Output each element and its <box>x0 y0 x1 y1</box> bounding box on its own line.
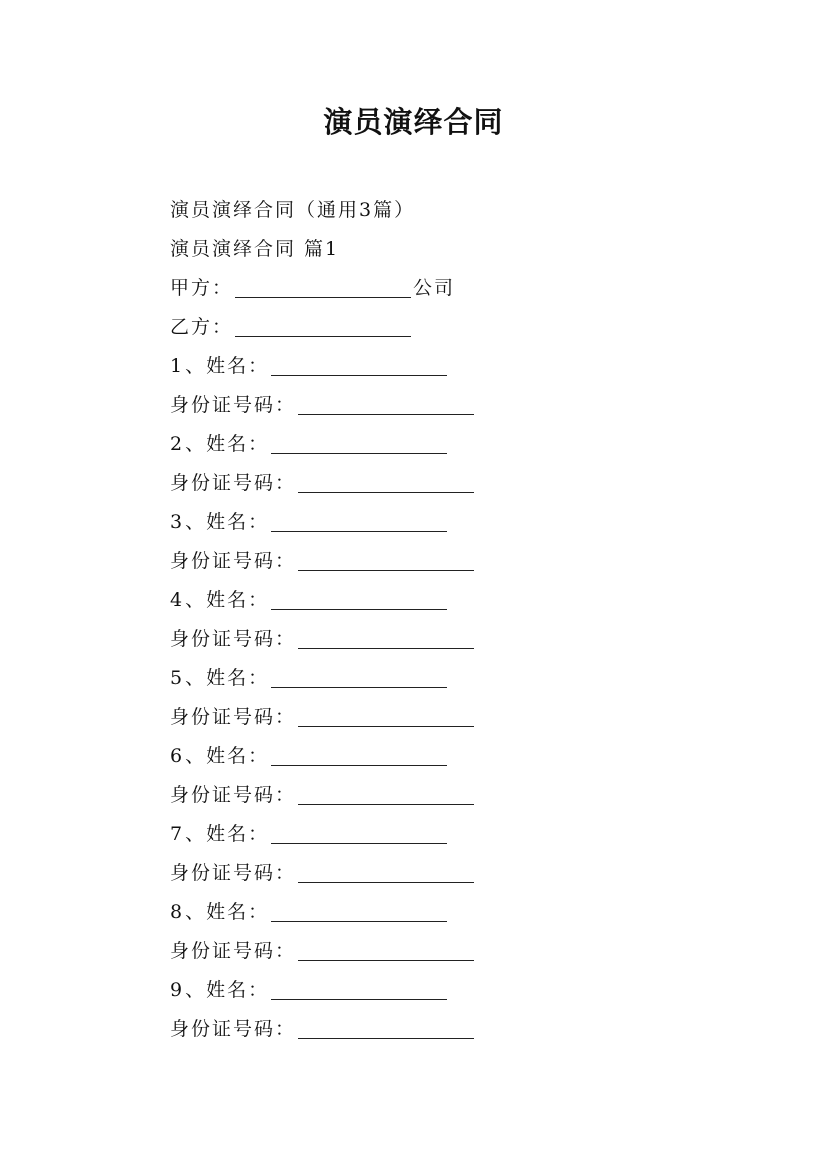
section-heading: 演员演绎合同 篇1 <box>170 238 340 260</box>
member-id-line <box>170 464 770 503</box>
member-id-blank[interactable] <box>298 628 474 649</box>
member-id-label: 身份证号码： <box>170 940 297 962</box>
member-number: 8 <box>170 901 183 923</box>
member-name-blank[interactable] <box>271 979 447 1000</box>
member-name-line <box>170 425 770 464</box>
party-b-blank[interactable] <box>235 316 411 337</box>
member-id-line <box>170 776 770 815</box>
member-name-blank[interactable] <box>271 745 447 766</box>
member-name-blank[interactable] <box>271 511 447 532</box>
member-name-line <box>170 893 770 932</box>
party-a-blank[interactable] <box>235 277 411 298</box>
member-id-blank[interactable] <box>298 1018 474 1039</box>
member-id-blank[interactable] <box>298 784 474 805</box>
member-name-label: 、姓名： <box>185 667 270 689</box>
member-id-label: 身份证号码： <box>170 394 297 416</box>
member-name-line <box>170 503 770 542</box>
member-id-line <box>170 854 770 893</box>
member-id-line <box>170 932 770 971</box>
party-b-line <box>170 308 770 347</box>
party-a-suffix: 公司 <box>413 277 456 299</box>
member-id-label: 身份证号码： <box>170 706 297 728</box>
member-name-line <box>170 659 770 698</box>
document-subtitle: 演员演绎合同（通用3篇） <box>170 199 416 221</box>
member-id-label: 身份证号码： <box>170 472 297 494</box>
member-number: 3 <box>170 511 183 533</box>
member-name-line <box>170 737 770 776</box>
party-b-label: 乙方： <box>170 316 234 338</box>
member-name-blank[interactable] <box>271 901 447 922</box>
member-id-blank[interactable] <box>298 706 474 727</box>
member-id-line <box>170 698 770 737</box>
member-number: 1 <box>170 355 183 377</box>
member-id-blank[interactable] <box>298 862 474 883</box>
member-number: 2 <box>170 433 183 455</box>
member-number: 6 <box>170 745 183 767</box>
member-id-line <box>170 386 770 425</box>
member-id-blank[interactable] <box>298 940 474 961</box>
document-body <box>170 191 770 1049</box>
member-number: 9 <box>170 979 183 1001</box>
member-number: 7 <box>170 823 183 845</box>
member-id-blank[interactable] <box>298 472 474 493</box>
member-list <box>170 347 770 1049</box>
member-number: 4 <box>170 589 183 611</box>
member-id-blank[interactable] <box>298 550 474 571</box>
member-id-blank[interactable] <box>298 394 474 415</box>
member-id-label: 身份证号码： <box>170 862 297 884</box>
member-name-label: 、姓名： <box>185 745 270 767</box>
member-name-line <box>170 815 770 854</box>
member-id-line <box>170 542 770 581</box>
member-name-blank[interactable] <box>271 589 447 610</box>
member-id-label: 身份证号码： <box>170 628 297 650</box>
document-title: 演员演绎合同 <box>323 105 504 139</box>
member-number: 5 <box>170 667 183 689</box>
member-id-label: 身份证号码： <box>170 1018 297 1040</box>
member-name-blank[interactable] <box>271 823 447 844</box>
party-a-label: 甲方： <box>170 277 234 299</box>
member-name-label: 、姓名： <box>185 355 270 377</box>
member-name-label: 、姓名： <box>185 979 270 1001</box>
member-name-blank[interactable] <box>271 433 447 454</box>
member-name-line <box>170 581 770 620</box>
member-name-label: 、姓名： <box>185 511 270 533</box>
member-name-label: 、姓名： <box>185 901 270 923</box>
party-a-line <box>170 269 770 308</box>
member-id-line <box>170 620 770 659</box>
member-name-line <box>170 971 770 1010</box>
member-id-label: 身份证号码： <box>170 784 297 806</box>
member-name-blank[interactable] <box>271 355 447 376</box>
member-name-label: 、姓名： <box>185 433 270 455</box>
member-id-label: 身份证号码： <box>170 550 297 572</box>
member-name-label: 、姓名： <box>185 589 270 611</box>
member-name-blank[interactable] <box>271 667 447 688</box>
member-id-line <box>170 1010 770 1049</box>
member-name-label: 、姓名： <box>185 823 270 845</box>
member-name-line <box>170 347 770 386</box>
